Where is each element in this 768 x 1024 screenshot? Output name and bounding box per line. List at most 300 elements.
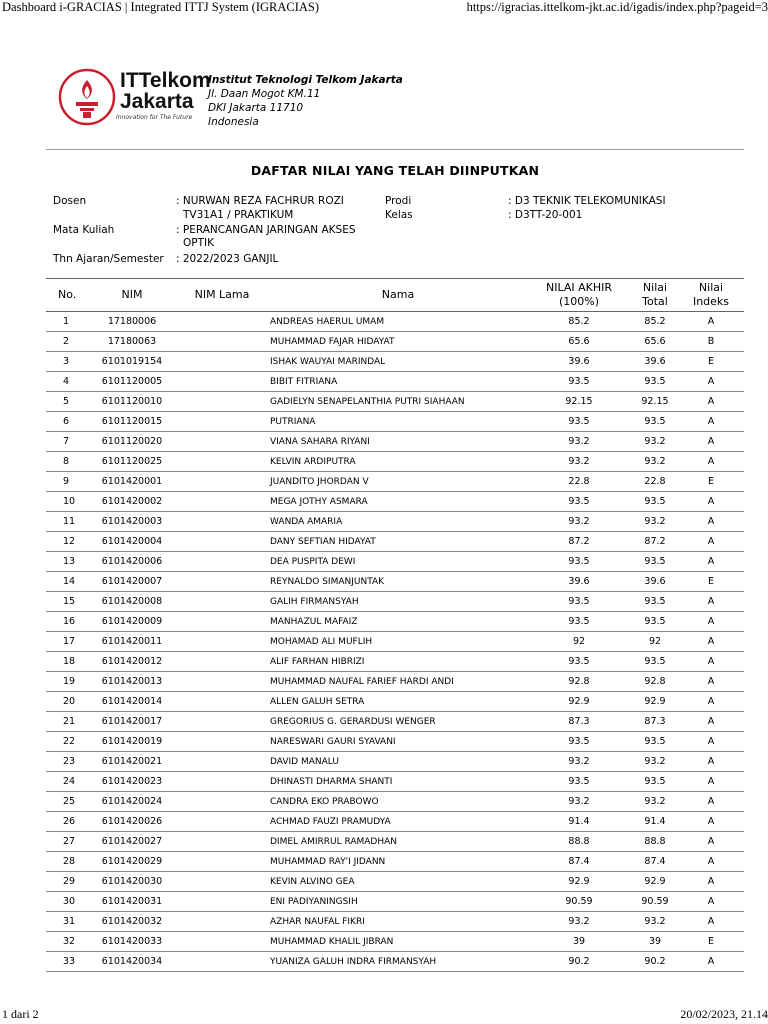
row-nilai-akhir: 93.5 — [526, 772, 632, 792]
row-nim: 6101420034 — [90, 952, 174, 972]
row-no: 22 — [46, 732, 90, 752]
row-nim-lama — [174, 952, 270, 972]
row-nim: 6101420026 — [90, 812, 174, 832]
print-page-title: Dashboard i-GRACIAS | Integrated ITTJ System (IGRACIAS) — [2, 0, 320, 14]
row-no: 16 — [46, 612, 90, 632]
row-nim-lama — [174, 652, 270, 672]
row-nilai-akhir: 39.6 — [526, 572, 632, 592]
row-nama: MANHAZUL MAFAIZ — [270, 612, 526, 632]
table-header-row — [46, 279, 744, 312]
row-nilai-total: 90.2 — [632, 952, 678, 972]
table-row — [46, 532, 744, 552]
row-nim: 6101420027 — [90, 832, 174, 852]
table-row — [46, 312, 744, 332]
row-nama: MOHAMAD ALI MUFLIH — [270, 632, 526, 652]
row-nilai-total: 93.2 — [632, 452, 678, 472]
header-nim: NIM — [90, 279, 174, 312]
row-nilai-total: 92.8 — [632, 672, 678, 692]
row-nim: 6101420008 — [90, 592, 174, 612]
row-nim-lama — [174, 872, 270, 892]
row-nilai-total: 92.15 — [632, 392, 678, 412]
header-nilai-indeks: Nilai Indeks — [678, 279, 744, 312]
row-no: 30 — [46, 892, 90, 912]
row-nim-lama — [174, 712, 270, 732]
print-page-url[interactable]: https://igracias.ittelkom-jkt.ac.id/igadis/index.php?pageid=3 — [466, 0, 768, 14]
row-nilai-total: 93.2 — [632, 912, 678, 932]
row-nilai-indeks: A — [678, 832, 744, 852]
row-nilai-indeks: A — [678, 732, 744, 752]
table-row — [46, 712, 744, 732]
row-nim: 6101420012 — [90, 652, 174, 672]
row-nilai-total: 93.2 — [632, 512, 678, 532]
row-no: 13 — [46, 552, 90, 572]
row-nilai-akhir: 87.4 — [526, 852, 632, 872]
header-nilai-akhir: NILAI AKHIR (100%) — [526, 279, 632, 312]
row-nilai-akhir: 93.2 — [526, 752, 632, 772]
row-nilai-total: 93.5 — [632, 652, 678, 672]
row-nilai-total: 93.5 — [632, 772, 678, 792]
print-datetime: 20/02/2023, 21.14 — [680, 1007, 768, 1021]
row-nim: 6101120005 — [90, 372, 174, 392]
row-nilai-akhir: 22.8 — [526, 472, 632, 492]
row-nim: 6101420029 — [90, 852, 174, 872]
matkul-value: : PERANCANGAN JARINGAN AKSES — [176, 224, 356, 236]
row-nama: YUANIZA GALUH INDRA FIRMANSYAH — [270, 952, 526, 972]
row-nama: MUHAMMAD KHALIL JIBRAN — [270, 932, 526, 952]
row-nim-lama — [174, 852, 270, 872]
row-nama: GALIH FIRMANSYAH — [270, 592, 526, 612]
row-nim: 6101120010 — [90, 392, 174, 412]
row-no: 26 — [46, 812, 90, 832]
logo-brand-line2: Jakarta — [120, 90, 194, 113]
row-nilai-akhir: 93.2 — [526, 912, 632, 932]
table-row — [46, 872, 744, 892]
row-nama: MUHAMMAD FAJAR HIDAYAT — [270, 332, 526, 352]
table-row — [46, 952, 744, 972]
row-nilai-indeks: A — [678, 612, 744, 632]
row-nim-lama — [174, 312, 270, 332]
row-nama: MUHAMMAD NAUFAL FARIEF HARDI ANDI — [270, 672, 526, 692]
row-nama: MEGA JOTHY ASMARA — [270, 492, 526, 512]
row-nim-lama — [174, 552, 270, 572]
row-nama: BIBIT FITRIANA — [270, 372, 526, 392]
table-row — [46, 892, 744, 912]
table-row — [46, 792, 744, 812]
row-nim-lama — [174, 352, 270, 372]
row-no: 27 — [46, 832, 90, 852]
kelas-label: Kelas — [385, 209, 413, 221]
table-row — [46, 652, 744, 672]
header-nama: Nama — [270, 279, 526, 312]
row-nama: NARESWARI GAURI SYAVANI — [270, 732, 526, 752]
row-no: 20 — [46, 692, 90, 712]
row-nilai-total: 92 — [632, 632, 678, 652]
row-nama: KELVIN ARDIPUTRA — [270, 452, 526, 472]
row-nim: 6101420004 — [90, 532, 174, 552]
table-row — [46, 612, 744, 632]
row-nama: KEVIN ALVINO GEA — [270, 872, 526, 892]
row-no: 12 — [46, 532, 90, 552]
row-nim-lama — [174, 932, 270, 952]
row-nilai-indeks: A — [678, 632, 744, 652]
row-nilai-indeks: A — [678, 892, 744, 912]
matkul-value-cont: OPTIK — [183, 237, 214, 249]
row-nilai-total: 87.4 — [632, 852, 678, 872]
row-nim: 6101120015 — [90, 412, 174, 432]
row-no: 31 — [46, 912, 90, 932]
row-nim: 6101420021 — [90, 752, 174, 772]
row-nilai-akhir: 92 — [526, 632, 632, 652]
prodi-label: Prodi — [385, 195, 412, 207]
row-nilai-indeks: A — [678, 952, 744, 972]
institution-address-line2: DKI Jakarta 11710 — [208, 102, 304, 114]
row-nilai-total: 93.2 — [632, 432, 678, 452]
row-no: 29 — [46, 872, 90, 892]
row-nilai-total: 93.5 — [632, 372, 678, 392]
row-nim: 6101420017 — [90, 712, 174, 732]
row-nim: 6101420030 — [90, 872, 174, 892]
row-nim: 6101420009 — [90, 612, 174, 632]
row-nim: 6101420023 — [90, 772, 174, 792]
row-nilai-akhir: 90.59 — [526, 892, 632, 912]
row-no: 5 — [46, 392, 90, 412]
row-nim: 6101420006 — [90, 552, 174, 572]
row-nilai-indeks: A — [678, 392, 744, 412]
row-nim: 6101120025 — [90, 452, 174, 472]
row-nim-lama — [174, 692, 270, 712]
row-nim-lama — [174, 332, 270, 352]
row-nilai-indeks: A — [678, 532, 744, 552]
row-nim: 6101420019 — [90, 732, 174, 752]
row-nama: PUTRIANA — [270, 412, 526, 432]
row-nim-lama — [174, 532, 270, 552]
row-nim: 6101420011 — [90, 632, 174, 652]
row-nilai-akhir: 93.5 — [526, 612, 632, 632]
row-nilai-total: 39.6 — [632, 572, 678, 592]
row-nama: ISHAK WAUYAI MARINDAL — [270, 352, 526, 372]
row-nilai-akhir: 92.15 — [526, 392, 632, 412]
row-nilai-akhir: 93.2 — [526, 512, 632, 532]
row-nilai-akhir: 88.8 — [526, 832, 632, 852]
row-no: 32 — [46, 932, 90, 952]
row-no: 6 — [46, 412, 90, 432]
row-nama: GREGORIUS G. GERARDUSI WENGER — [270, 712, 526, 732]
row-nilai-akhir: 93.5 — [526, 592, 632, 612]
row-nilai-total: 92.9 — [632, 872, 678, 892]
row-no: 10 — [46, 492, 90, 512]
table-row — [46, 692, 744, 712]
row-nim-lama — [174, 612, 270, 632]
row-nim: 6101420002 — [90, 492, 174, 512]
row-nilai-akhir: 93.2 — [526, 792, 632, 812]
row-nilai-akhir: 91.4 — [526, 812, 632, 832]
table-row — [46, 932, 744, 952]
table-row — [46, 632, 744, 652]
row-nama: DANY SEFTIAN HIDAYAT — [270, 532, 526, 552]
row-nama: DHINASTI DHARMA SHANTI — [270, 772, 526, 792]
row-no: 9 — [46, 472, 90, 492]
row-nilai-akhir: 85.2 — [526, 312, 632, 332]
table-row — [46, 432, 744, 452]
row-nilai-akhir: 90.2 — [526, 952, 632, 972]
row-nilai-akhir: 39.6 — [526, 352, 632, 372]
table-row — [46, 672, 744, 692]
table-row — [46, 492, 744, 512]
row-nilai-indeks: E — [678, 472, 744, 492]
institution-name: Institut Teknologi Telkom Jakarta — [208, 74, 403, 86]
row-nilai-indeks: A — [678, 512, 744, 532]
row-nilai-akhir: 87.2 — [526, 532, 632, 552]
row-nilai-akhir: 92.9 — [526, 692, 632, 712]
row-no: 25 — [46, 792, 90, 812]
row-nilai-total: 93.5 — [632, 552, 678, 572]
row-nama: AZHAR NAUFAL FIKRI — [270, 912, 526, 932]
row-nilai-total: 87.2 — [632, 532, 678, 552]
table-row — [46, 472, 744, 492]
row-nilai-indeks: A — [678, 692, 744, 712]
row-no: 14 — [46, 572, 90, 592]
row-no: 3 — [46, 352, 90, 372]
row-nim-lama — [174, 592, 270, 612]
row-nim-lama — [174, 472, 270, 492]
dosen-value: : NURWAN REZA FACHRUR ROZI — [176, 195, 344, 207]
row-nilai-indeks: A — [678, 452, 744, 472]
row-nama: ALIF FARHAN HIBRIZI — [270, 652, 526, 672]
table-row — [46, 332, 744, 352]
row-nilai-indeks: A — [678, 752, 744, 772]
class-code-value: TV31A1 / PRAKTIKUM — [183, 209, 294, 221]
row-nama: ACHMAD FAUZI PRAMUDYA — [270, 812, 526, 832]
table-row — [46, 912, 744, 932]
row-nilai-total: 93.5 — [632, 492, 678, 512]
row-no: 15 — [46, 592, 90, 612]
row-nilai-total: 88.8 — [632, 832, 678, 852]
row-nilai-akhir: 92.9 — [526, 872, 632, 892]
row-nilai-total: 90.59 — [632, 892, 678, 912]
row-no: 1 — [46, 312, 90, 332]
row-nim-lama — [174, 892, 270, 912]
row-nilai-total: 87.3 — [632, 712, 678, 732]
row-nilai-total: 92.9 — [632, 692, 678, 712]
grades-table — [46, 278, 744, 972]
row-nama: CANDRA EKO PRABOWO — [270, 792, 526, 812]
table-row — [46, 372, 744, 392]
row-nilai-total: 22.8 — [632, 472, 678, 492]
row-nim-lama — [174, 772, 270, 792]
row-nim-lama — [174, 792, 270, 812]
table-row — [46, 352, 744, 372]
row-nilai-akhir: 93.2 — [526, 432, 632, 452]
document-title: DAFTAR NILAI YANG TELAH DIINPUTKAN — [250, 163, 540, 178]
semester-value: : 2022/2023 GANJIL — [176, 253, 279, 265]
row-nim: 6101420033 — [90, 932, 174, 952]
table-row — [46, 552, 744, 572]
row-no: 24 — [46, 772, 90, 792]
row-nilai-indeks: A — [678, 912, 744, 932]
matkul-label: Mata Kuliah — [53, 224, 115, 236]
row-nilai-akhir: 39 — [526, 932, 632, 952]
row-nim: 6101420013 — [90, 672, 174, 692]
row-nilai-indeks: A — [678, 852, 744, 872]
row-nama: WANDA AMARIA — [270, 512, 526, 532]
row-nim: 6101420024 — [90, 792, 174, 812]
row-nim-lama — [174, 752, 270, 772]
row-nilai-indeks: A — [678, 652, 744, 672]
row-nim-lama — [174, 812, 270, 832]
row-nilai-total: 85.2 — [632, 312, 678, 332]
dosen-label: Dosen — [53, 195, 87, 207]
kelas-value: : D3TT-20-001 — [508, 209, 583, 221]
row-nilai-akhir: 93.5 — [526, 652, 632, 672]
row-nilai-akhir: 93.5 — [526, 412, 632, 432]
row-nim-lama — [174, 452, 270, 472]
row-nim: 6101120020 — [90, 432, 174, 452]
row-nilai-total: 93.5 — [632, 612, 678, 632]
semester-label: Thn Ajaran/Semester — [53, 253, 164, 265]
row-nim: 6101420031 — [90, 892, 174, 912]
row-no: 11 — [46, 512, 90, 532]
row-no: 7 — [46, 432, 90, 452]
row-nama: DAVID MANALU — [270, 752, 526, 772]
row-nama: JUANDITO JHORDAN V — [270, 472, 526, 492]
row-nilai-indeks: A — [678, 492, 744, 512]
row-no: 23 — [46, 752, 90, 772]
row-nim: 6101420007 — [90, 572, 174, 592]
row-nim: 6101420014 — [90, 692, 174, 712]
row-nilai-indeks: A — [678, 372, 744, 392]
header-no: No. — [46, 279, 90, 312]
row-no: 8 — [46, 452, 90, 472]
row-nilai-akhir: 93.2 — [526, 452, 632, 472]
row-nama: REYNALDO SIMANJUNTAK — [270, 572, 526, 592]
row-nim-lama — [174, 832, 270, 852]
header-divider — [46, 149, 744, 150]
row-nim: 6101420003 — [90, 512, 174, 532]
row-nilai-indeks: A — [678, 432, 744, 452]
row-nilai-indeks: A — [678, 812, 744, 832]
row-nilai-total: 93.2 — [632, 752, 678, 772]
print-page-number: 1 dari 2 — [2, 1007, 39, 1021]
row-nim-lama — [174, 392, 270, 412]
row-nilai-total: 93.5 — [632, 412, 678, 432]
table-row — [46, 852, 744, 872]
row-nilai-total: 91.4 — [632, 812, 678, 832]
row-nilai-indeks: E — [678, 352, 744, 372]
row-nilai-indeks: A — [678, 412, 744, 432]
row-no: 19 — [46, 672, 90, 692]
row-no: 33 — [46, 952, 90, 972]
row-nim: 6101420001 — [90, 472, 174, 492]
row-nilai-akhir: 93.5 — [526, 552, 632, 572]
row-nilai-akhir: 65.6 — [526, 332, 632, 352]
table-row — [46, 412, 744, 432]
row-no: 17 — [46, 632, 90, 652]
table-row — [46, 832, 744, 852]
row-nilai-total: 93.5 — [632, 592, 678, 612]
prodi-value: : D3 TEKNIK TELEKOMUNIKASI — [508, 195, 666, 207]
row-nilai-indeks: A — [678, 712, 744, 732]
table-row — [46, 572, 744, 592]
table-row — [46, 392, 744, 412]
institution-address-line1: Jl. Daan Mogot KM.11 — [208, 88, 321, 100]
row-nilai-indeks: A — [678, 772, 744, 792]
row-nilai-indeks: B — [678, 332, 744, 352]
print-footer — [0, 1004, 768, 1024]
row-nilai-indeks: A — [678, 312, 744, 332]
row-nilai-indeks: A — [678, 792, 744, 812]
row-nama: VIANA SAHARA RIYANI — [270, 432, 526, 452]
print-header — [0, 0, 768, 20]
row-nama: DIMEL AMIRRUL RAMADHAN — [270, 832, 526, 852]
row-nim: 6101019154 — [90, 352, 174, 372]
row-nim-lama — [174, 412, 270, 432]
row-nilai-akhir: 93.5 — [526, 732, 632, 752]
logo-brand-line1: ITTelkom — [120, 69, 211, 92]
row-nim: 6101420032 — [90, 912, 174, 932]
row-no: 4 — [46, 372, 90, 392]
row-nim-lama — [174, 912, 270, 932]
row-nim-lama — [174, 572, 270, 592]
table-row — [46, 512, 744, 532]
row-nim-lama — [174, 632, 270, 652]
institution-country: Indonesia — [208, 116, 259, 128]
row-nama: MUHAMMAD RAY'I JIDANN — [270, 852, 526, 872]
table-row — [46, 812, 744, 832]
row-nilai-total: 93.5 — [632, 732, 678, 752]
institution-logo — [56, 66, 211, 132]
row-nim-lama — [174, 672, 270, 692]
header-nim-lama: NIM Lama — [174, 279, 270, 312]
row-nilai-total: 65.6 — [632, 332, 678, 352]
row-nilai-indeks: A — [678, 552, 744, 572]
row-nilai-akhir: 92.8 — [526, 672, 632, 692]
row-nim-lama — [174, 732, 270, 752]
row-nilai-akhir: 93.5 — [526, 372, 632, 392]
row-nilai-indeks: E — [678, 572, 744, 592]
institution-info — [208, 73, 403, 129]
row-nilai-total: 39 — [632, 932, 678, 952]
row-no: 28 — [46, 852, 90, 872]
row-nim-lama — [174, 512, 270, 532]
row-nilai-akhir: 87.3 — [526, 712, 632, 732]
table-row — [46, 772, 744, 792]
row-nim-lama — [174, 492, 270, 512]
row-no: 21 — [46, 712, 90, 732]
row-nilai-total: 93.2 — [632, 792, 678, 812]
row-nilai-indeks: E — [678, 932, 744, 952]
row-nama: ALLEN GALUH SETRA — [270, 692, 526, 712]
row-no: 2 — [46, 332, 90, 352]
table-row — [46, 592, 744, 612]
row-nama: ANDREAS HAERUL UMAM — [270, 312, 526, 332]
row-nama: ENI PADIYANINGSIH — [270, 892, 526, 912]
row-nilai-akhir: 93.5 — [526, 492, 632, 512]
logo-tagline: Innovation for The Future — [116, 114, 193, 121]
row-nilai-indeks: A — [678, 592, 744, 612]
row-nama: DEA PUSPITA DEWI — [270, 552, 526, 572]
row-no: 18 — [46, 652, 90, 672]
row-nim: 17180063 — [90, 332, 174, 352]
row-nim: 17180006 — [90, 312, 174, 332]
table-row — [46, 752, 744, 772]
table-row — [46, 732, 744, 752]
row-nim-lama — [174, 372, 270, 392]
row-nilai-total: 39.6 — [632, 352, 678, 372]
row-nama: GADIELYN SENAPELANTHIA PUTRI SIAHAAN — [270, 392, 526, 412]
row-nilai-indeks: A — [678, 672, 744, 692]
row-nilai-indeks: A — [678, 872, 744, 892]
row-nim-lama — [174, 432, 270, 452]
